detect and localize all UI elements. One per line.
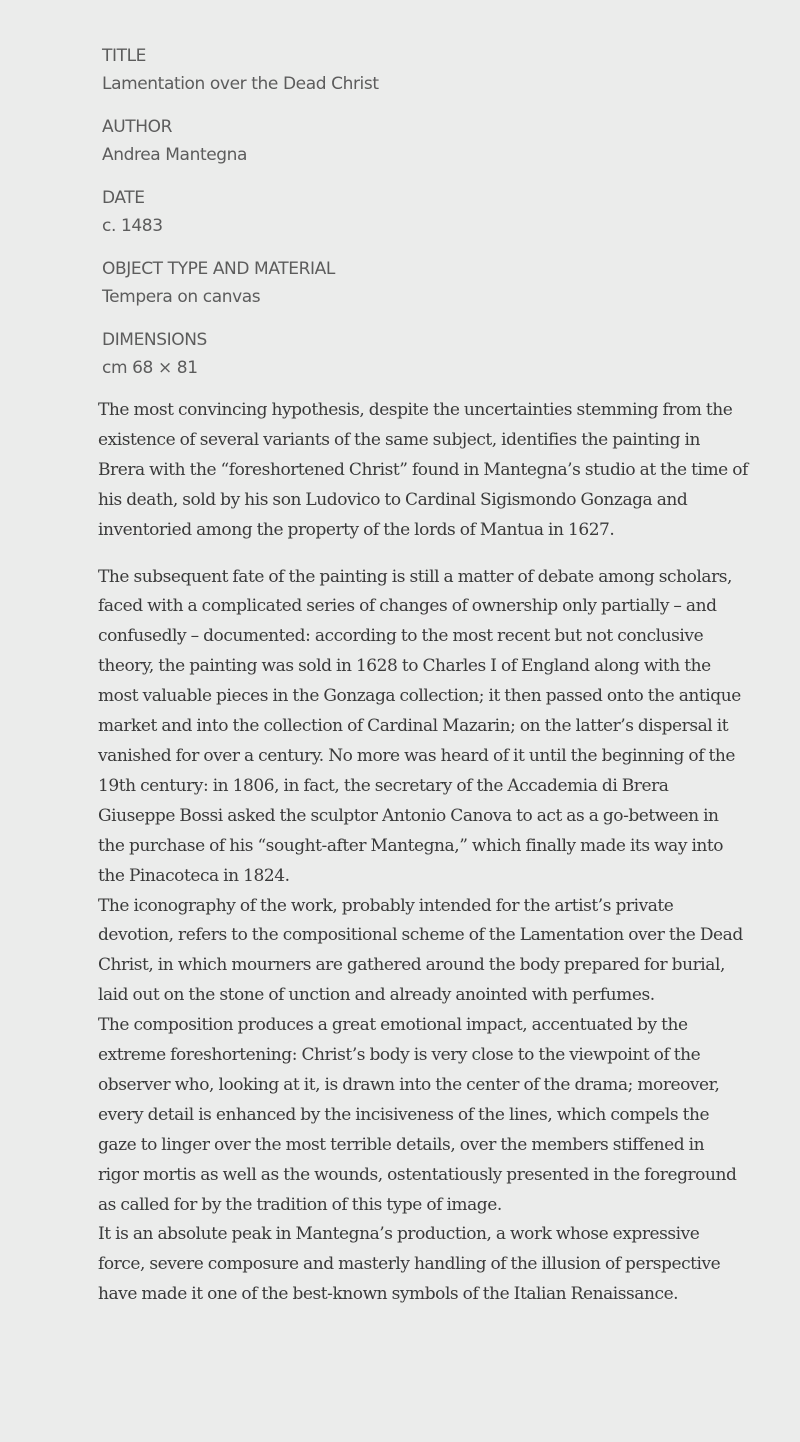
title-value: Lamentation over the Dead Christ	[102, 74, 379, 94]
date-field	[102, 185, 722, 241]
dimensions-field	[102, 327, 722, 383]
date-value: c. 1483	[102, 216, 163, 236]
artwork-description	[98, 396, 748, 1310]
description-paragraph: The composition produces a great emotional impact, accentuated by the extreme foreshortening: Christ’s body is very close to the viewpoint of the observer who, looking at it, is drawn into the center of the drama; moreover, every detail is enhanced by the incisiveness of the lines, which compels the gaze to linger over the most terrible details, over the members stiffened in rigor mortis as well as the wounds, ostentatiously presented in the foreground as called for by the tradition of this type of image.	[98, 1015, 737, 1215]
title-field	[102, 43, 722, 99]
author-field	[102, 114, 722, 170]
title-label: TITLE	[102, 46, 146, 66]
description-paragraph: The most convincing hypothesis, despite the uncertainties stemming from the existence of several variants of the same subject, identifies the painting in Brera with the “foreshortened Christ” found in Mantegna’s studio at the time of his death, sold by his son Ludovico to Cardinal Sigismondo Gonzaga and inventoried among the property of the lords of Mantua in 1627.	[98, 400, 748, 540]
object-type-label: OBJECT TYPE AND MATERIAL	[102, 259, 335, 279]
description-paragraph: It is an absolute peak in Mantegna’s production, a work whose expressive force, severe composure and masterly handling of the illusion of perspective have made it one of the best-known symbols of the Italian Renaissance.	[98, 1224, 721, 1305]
author-label: AUTHOR	[102, 117, 173, 137]
dimensions-value: cm 68 × 81	[102, 358, 198, 378]
author-value: Andrea Mantegna	[102, 145, 248, 165]
dimensions-label: DIMENSIONS	[102, 330, 207, 350]
object-type-value: Tempera on canvas	[102, 287, 261, 307]
object-type-field	[102, 256, 722, 312]
artwork-metadata	[102, 43, 722, 398]
date-label: DATE	[102, 188, 145, 208]
description-paragraph: The subsequent fate of the painting is still a matter of debate among scholars, faced with a complicated series of changes of ownership only partially – and confusedly – documented: according to the most recent but not conclusive theory, the painting was sold in 1628 to Charles I of England along with the most valuable pieces in the Gonzaga collection; it then passed onto the antique market and into the collection of Cardinal Mazarin; on the latter’s dispersal it vanished for over a century. No more was heard of it until the beginning of the 19th century: in 1806, in fact, the secretary of the Accademia di Brera Giuseppe Bossi asked the sculptor Antonio Canova to act as a go-between in the purchase of his “sought-after Mantegna,” which finally made its way into the Pinacoteca in 1824.	[98, 566, 741, 886]
description-paragraph: The iconography of the work, probably intended for the artist’s private devotion, refers to the compositional scheme of the Lamentation over the Dead Christ, in which mourners are gathered around the body prepared for burial, laid out on the stone of unction and already anointed with perfumes.	[98, 895, 743, 1006]
